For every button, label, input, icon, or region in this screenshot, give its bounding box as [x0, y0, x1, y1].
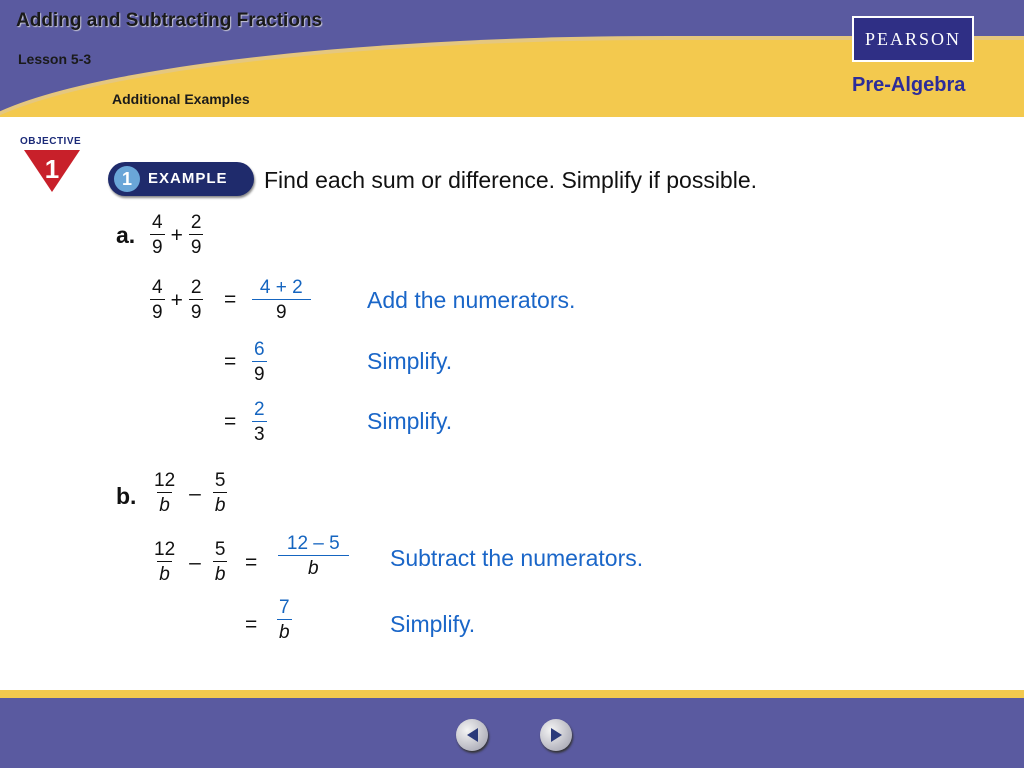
example-number: 1	[114, 166, 140, 192]
denominator: b	[213, 492, 228, 517]
fraction	[213, 539, 228, 586]
equals-sign: =	[224, 350, 237, 373]
numerator: 2	[190, 212, 202, 233]
numerator: 7	[279, 597, 290, 618]
step-note: Simplify.	[367, 348, 453, 374]
footer-band	[0, 698, 1024, 768]
numerator: 2	[254, 399, 265, 420]
numerator: 5	[214, 470, 226, 491]
numerator: 4	[152, 212, 163, 233]
fraction	[189, 212, 204, 259]
fraction	[213, 470, 228, 517]
step-result-fraction	[252, 277, 311, 324]
numerator: 2	[190, 277, 202, 298]
part-a-label: a.	[116, 222, 136, 248]
equals-sign: =	[245, 613, 258, 636]
denominator: 9	[252, 299, 311, 324]
numerator: 4	[152, 277, 163, 298]
lesson-title: Adding and Subtracting Fractions	[16, 10, 323, 31]
section-subtitle: Additional Examples	[112, 91, 250, 107]
triangle-left-icon	[465, 727, 479, 743]
equals-sign: =	[224, 288, 237, 311]
equals-sign: =	[224, 410, 237, 433]
step-result-fraction	[252, 339, 267, 386]
denominator: 9	[189, 234, 204, 259]
instruction-text: Find each sum or difference. Simplify if possible.	[264, 167, 758, 193]
objective-label: OBJECTIVE	[20, 136, 82, 147]
objective-number: 1	[44, 154, 60, 184]
operator: +	[170, 288, 183, 312]
part-b-problem	[152, 470, 227, 517]
fraction	[152, 539, 177, 586]
operator: –	[189, 550, 201, 574]
denominator: 3	[252, 421, 267, 446]
denominator: 9	[150, 299, 165, 324]
lesson-number: Lesson 5-3	[18, 51, 92, 67]
part-b-step-1-lhs	[152, 539, 227, 586]
denominator: 9	[150, 234, 165, 259]
step-note: Simplify.	[367, 408, 453, 434]
numerator: 6	[254, 339, 265, 360]
fraction	[189, 277, 204, 324]
operator: –	[189, 481, 201, 505]
fraction	[150, 277, 165, 324]
denominator: 9	[252, 361, 267, 386]
operator: +	[170, 223, 183, 247]
part-b-label: b.	[116, 483, 137, 509]
numerator: 5	[214, 539, 226, 560]
denominator: b	[277, 619, 292, 644]
step-result-fraction	[277, 597, 292, 644]
part-a-problem	[150, 212, 203, 259]
denominator: b	[213, 561, 228, 586]
denominator: b	[157, 492, 172, 517]
course-name: Pre-Algebra	[852, 74, 966, 96]
objective-triangle-icon	[24, 148, 80, 194]
numerator: 12	[154, 539, 176, 560]
step-result-fraction	[278, 533, 349, 580]
triangle-right-icon	[549, 727, 563, 743]
pearson-logo: PEARSON	[852, 16, 974, 62]
step-note: Add the numerators.	[367, 287, 576, 313]
denominator: 9	[189, 299, 204, 324]
fraction	[150, 212, 165, 259]
numerator: 12 – 5	[286, 533, 340, 554]
part-a-step-1-lhs	[150, 277, 203, 324]
equals-sign: =	[245, 551, 258, 574]
numerator: 4 + 2	[259, 277, 303, 298]
denominator: b	[157, 561, 172, 586]
fraction	[152, 470, 177, 517]
step-note: Simplify.	[390, 611, 476, 637]
step-note: Subtract the numerators.	[390, 545, 644, 571]
step-result-fraction	[252, 399, 267, 446]
example-label: EXAMPLE	[148, 170, 228, 187]
footer-stripe	[0, 690, 1024, 698]
previous-button[interactable]	[456, 719, 488, 751]
numerator: 12	[154, 470, 176, 491]
denominator: b	[278, 555, 349, 580]
next-button[interactable]	[540, 719, 572, 751]
